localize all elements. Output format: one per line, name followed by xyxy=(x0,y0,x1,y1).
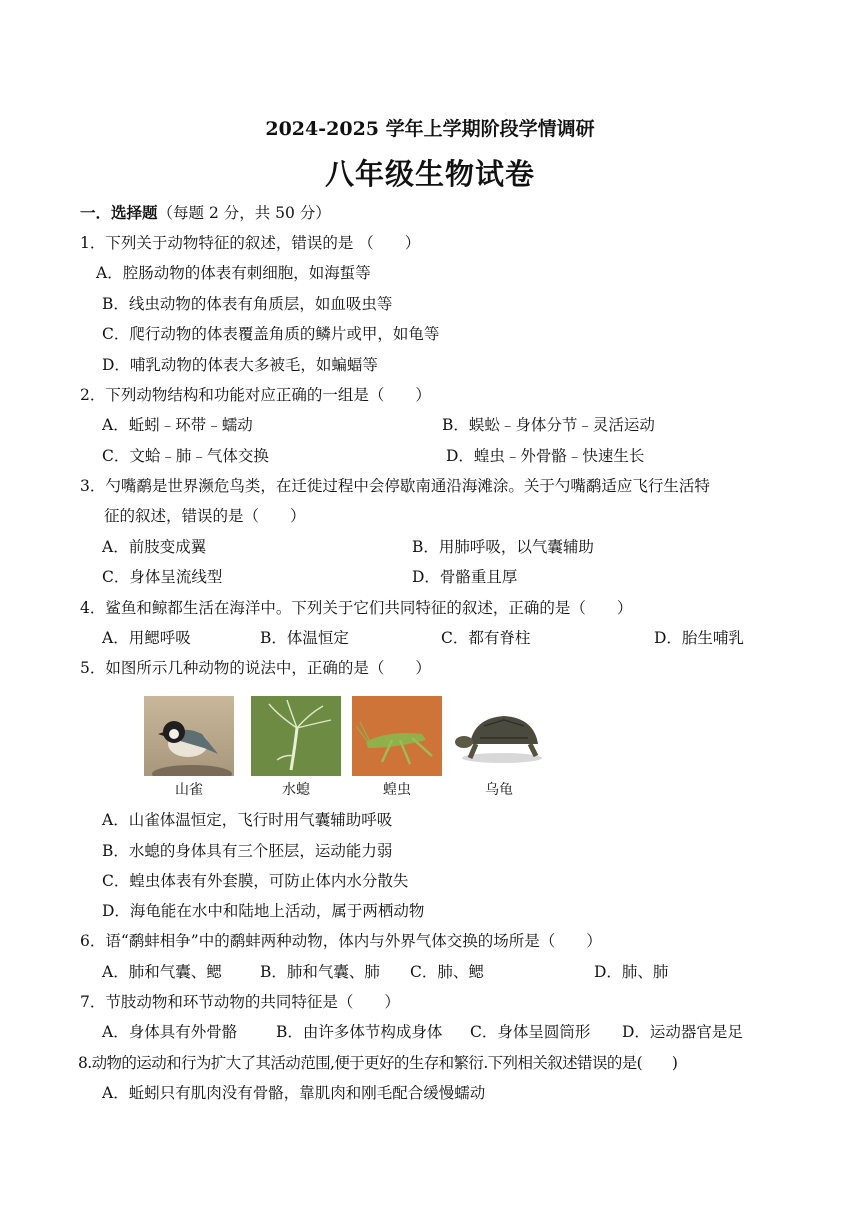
question-5-stem: 5．如图所示几种动物的说法中，正确的是（ ） xyxy=(80,659,431,677)
q7-option-d: D．运动器官是足 xyxy=(622,1023,743,1041)
q7-option-b: B．由许多体节构成身体 xyxy=(276,1023,443,1041)
section-heading-row xyxy=(80,202,331,224)
q6-option-d: D．肺、肺 xyxy=(594,963,669,981)
question-2-stem: 2．下列动物结构和功能对应正确的一组是（ ） xyxy=(80,386,431,404)
q5-option-b: B．水螅的身体具有三个胚层，运动能力弱 xyxy=(102,842,393,860)
q6-option-b: B．肺和气囊、肺 xyxy=(260,963,380,981)
caption-tit: 山雀 xyxy=(175,782,203,798)
caption-hydra: 水螅 xyxy=(282,782,310,798)
q2-option-b: B．蜈蚣﹣身体分节﹣灵活运动 xyxy=(442,416,655,434)
q5-option-a: A．山雀体温恒定，飞行时用气囊辅助呼吸 xyxy=(102,811,393,829)
q5-option-c: C．蝗虫体表有外套膜，可防止体内水分散失 xyxy=(102,872,409,890)
hydra-image xyxy=(251,696,341,776)
q3-option-c: C．身体呈流线型 xyxy=(102,568,223,586)
turtle-image xyxy=(454,696,544,776)
section-note: （每题 2 分，共 50 分） xyxy=(157,204,331,222)
caption-locust: 蝗虫 xyxy=(383,782,411,798)
section-heading: 一．选择题 xyxy=(80,203,158,222)
q1-option-a: A．腔肠动物的体表有刺细胞，如海蜇等 xyxy=(96,264,371,282)
question-3-stem: 3．勺嘴鹬是世界濒危鸟类，在迁徙过程中会停歇南通沿海滩涂。关于勺嘴鹬适应飞行生活特 xyxy=(80,477,710,495)
question-7-stem: 7．节肢动物和环节动物的共同特征是（ ） xyxy=(80,993,400,1011)
q8-option-a: A．蚯蚓只有肌肉没有骨骼，靠肌肉和刚毛配合缓慢蠕动 xyxy=(102,1084,486,1102)
exam-subtitle: 2024-2025 学年上学期阶段学情调研 xyxy=(265,118,595,140)
q2-option-a: A．蚯蚓﹣环带﹣蠕动 xyxy=(102,416,253,434)
tit-bird-image xyxy=(144,696,234,776)
exam-title: 八年级生物试卷 xyxy=(324,157,535,191)
question-4-stem: 4．鲨鱼和鲸都生活在海洋中。下列关于它们共同特征的叙述，正确的是（ ） xyxy=(80,599,633,617)
q3-option-a: A．前肢变成翼 xyxy=(102,538,207,556)
q7-option-c: C．身体呈圆筒形 xyxy=(470,1023,591,1041)
q4-option-d: D．胎生哺乳 xyxy=(654,629,744,647)
q1-option-c: C．爬行动物的体表覆盖角质的鳞片或甲，如龟等 xyxy=(102,325,440,343)
question-6-stem: 6．语“鹬蚌相争”中的鹬蚌两种动物，体内与外界气体交换的场所是（ ） xyxy=(80,932,602,950)
q3-option-b: B．用肺呼吸，以气囊辅助 xyxy=(412,538,594,556)
question-1-stem: 1．下列关于动物特征的叙述，错误的是 （ ） xyxy=(80,234,421,252)
q4-option-c: C．都有脊柱 xyxy=(441,629,531,647)
caption-turtle: 乌龟 xyxy=(485,782,513,798)
q1-option-b: B．线虫动物的体表有角质层，如血吸虫等 xyxy=(102,295,393,313)
q4-option-a: A．用鳃呼吸 xyxy=(102,629,191,647)
q5-option-d: D．海龟能在水中和陆地上活动，属于两栖动物 xyxy=(102,902,425,920)
question-3-stem-cont: 征的叙述，错误的是（ ） xyxy=(104,507,306,525)
q2-option-d: D．蝗虫﹣外骨骼﹣快速生长 xyxy=(446,447,645,465)
q2-option-c: C．文蛤﹣肺﹣气体交换 xyxy=(102,447,269,465)
question-8-stem: 8.动物的运动和行为扩大了其活动范围,便于更好的生存和繁衍.下列相关叙述错误的是( ) xyxy=(78,1054,678,1072)
q6-option-a: A．肺和气囊、鳃 xyxy=(102,963,222,981)
q4-option-b: B．体温恒定 xyxy=(260,629,349,647)
q1-option-d: D．哺乳动物的体表大多被毛，如蝙蝠等 xyxy=(102,356,378,374)
q7-option-a: A．身体具有外骨骼 xyxy=(102,1023,238,1041)
q6-option-c: C．肺、鳃 xyxy=(410,963,484,981)
q3-option-d: D．骨骼重且厚 xyxy=(412,568,518,586)
locust-image xyxy=(352,696,442,776)
